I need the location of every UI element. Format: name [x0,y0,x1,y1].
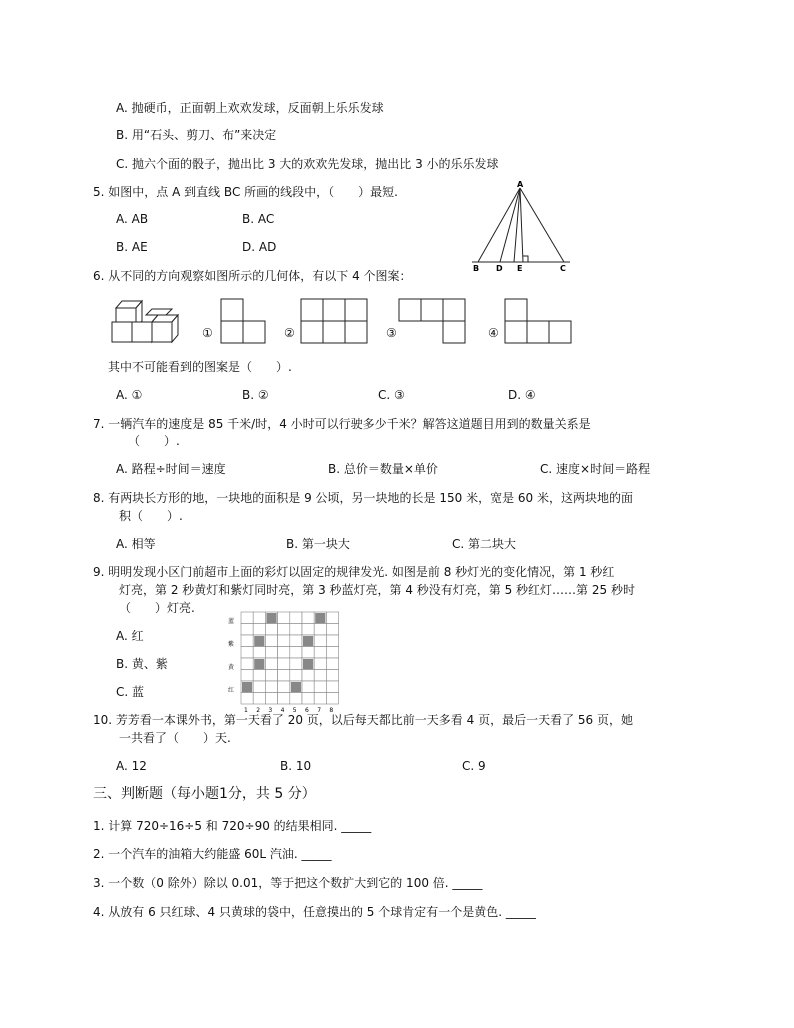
label-c: C [560,264,566,273]
judge-item-1: 1. 计算 720÷16÷5 和 720÷90 的结果相同. _____ [93,819,372,833]
grid-cell [241,647,253,659]
grid-cell [278,670,290,682]
q9-option-a: A. 红 [116,629,144,643]
pattern-mark-3: ③ [386,326,397,340]
grid-cell [265,693,277,705]
q6-stem: 6. 从不同的方向观察如图所示的几何体，有以下 4 个图案： [93,269,412,283]
q5-option-a: A. AB [116,212,149,226]
lit-cell [266,613,276,624]
q4-option-c: C. 抛六个面的骰子，抛出比 3 大的欢欢先发球，抛出比 3 小的乐乐发球 [116,157,499,171]
grid-cell [302,647,314,659]
cube-solid-figure [110,296,185,346]
q9-stem-line2: 灯亮，第 2 秒黄灯和紫灯同时亮，第 3 秒蓝灯亮，第 4 秒没有灯亮，第 5 秒红灯……第 25 秒时 [119,583,635,597]
q10-stem-line1: 10. 芳芳看一本课外书，第一天看了 20 页，以后每天都比前一天多看 4 页，最后一天看了 56 页，她 [93,713,633,727]
grid-col-label: 5 [292,707,297,714]
q5-option-b: B. AC [242,212,275,226]
q7-option-b: B. 总价＝数量×单价 [328,462,438,476]
grid-cell [253,647,265,659]
grid-cell [326,635,338,647]
label-d: D [496,264,503,273]
q8-option-c: C. 第二块大 [452,537,517,551]
q4-option-a: A. 抛硬币，正面朝上欢欢发球，反面朝上乐乐发球 [116,101,384,115]
grid-cell [326,647,338,659]
grid-cell [290,658,302,670]
pattern-1-figure [220,298,270,344]
grid-cell [241,693,253,705]
grid-cell [253,624,265,636]
grid-col-label: 7 [317,707,322,714]
grid-cell [265,658,277,670]
grid-cell [290,612,302,624]
lit-cell [303,659,313,670]
grid-cell [278,612,290,624]
grid-col-label: 2 [256,707,261,714]
q10-option-b: B. 10 [280,759,312,773]
grid-cell [314,693,326,705]
lit-cell [254,636,264,647]
grid-cell [326,658,338,670]
grid-cell [241,658,253,670]
label-b: B [473,264,480,273]
grid-cell [290,635,302,647]
pattern-mark-1: ① [202,326,213,340]
pattern-4-figure [504,298,574,344]
grid-cell [265,681,277,693]
q6-option-a: A. ① [116,388,143,402]
q10-option-a: A. 12 [116,759,147,773]
section-3-title: 三、判断题（每小题1分，共 5 分） [93,786,316,802]
grid-cell [253,681,265,693]
pattern-mark-2: ② [284,326,295,340]
q9-option-b: B. 黄、紫 [116,657,168,671]
grid-cell [314,658,326,670]
q7-option-c: C. 速度×时间＝路程 [540,462,651,476]
q5-option-d: D. AD [242,240,277,254]
judge-item-3: 3. 一个数（0 除外）除以 0.01，等于把这个数扩大到它的 100 倍. _____ [93,876,483,890]
q8-stem-line1: 8. 有两块长方形的地，一块地的面积是 9 公顷，另一块地的长是 150 米，宽是 60 米，这两块地的面 [93,491,633,505]
judge-item-4: 4. 从放有 6 只红球、4 只黄球的袋中，任意摸出的 5 个球肯定有一个是黄色. _____ [93,905,536,919]
q7-stem-line1: 7. 一辆汽车的速度是 85 千米/时，4 小时可以行驶多少千米？解答这道题目用到的数量关系是 [93,417,591,431]
grid-cell [314,624,326,636]
grid-cell [326,612,338,624]
grid-cell [265,635,277,647]
grid-cell [314,670,326,682]
grid-cell [278,647,290,659]
grid-cell [290,670,302,682]
grid-cell [302,624,314,636]
grid-col-label: 6 [305,707,309,714]
pattern-3-figure [398,298,468,344]
lit-cell [303,636,313,647]
q9-stem-line1: 9. 明明发现小区门前超市上面的彩灯以固定的规律发光. 如图是前 8 秒灯光的变化情况，第 1 秒红 [93,565,615,579]
grid-row-label: 蓝 [228,618,235,625]
grid-cell [253,693,265,705]
grid-row-label: 红 [228,687,235,694]
grid-cell [278,693,290,705]
grid-cell [314,635,326,647]
judge-item-2: 2. 一个汽车的油箱大约能盛 60L 汽油. _____ [93,847,332,861]
label-a: A [517,180,524,189]
label-e: E [517,264,523,273]
grid-cell [265,647,277,659]
grid-cell [241,612,253,624]
grid-cell [278,658,290,670]
grid-cell [302,693,314,705]
grid-cell [278,624,290,636]
grid-cell [253,670,265,682]
light-pattern-grid [228,610,343,714]
grid-cell [290,693,302,705]
q8-option-b: B. 第一块大 [286,537,350,551]
grid-cell [265,670,277,682]
lit-cell [291,682,301,693]
q5-option-c: B. AE [116,240,148,254]
q9-option-c: C. 蓝 [116,685,145,699]
q5-stem: 5. 如图中，点 A 到直线 BC 所画的线段中，（ ）最短. [93,185,398,199]
grid-col-label: 3 [268,707,273,714]
lit-cell [242,682,252,693]
grid-cell [302,670,314,682]
grid-col-label: 8 [329,707,334,714]
grid-cell [278,635,290,647]
q4-option-b: B. 用“石头、剪刀、布”来决定 [116,128,277,142]
q7-option-a: A. 路程÷时间＝速度 [116,462,226,476]
q8-stem-line2: 积（ ）. [119,509,183,523]
grid-cell [290,647,302,659]
q6-option-b: B. ② [242,388,269,402]
grid-cell [278,681,290,693]
q7-stem-line2: （ ）. [128,434,180,448]
grid-cell [326,624,338,636]
grid-cell [314,647,326,659]
grid-cell [302,681,314,693]
grid-cell [326,681,338,693]
q6-option-d: D. ④ [508,388,536,402]
grid-cell [326,693,338,705]
grid-row-label: 黄 [228,664,235,671]
grid-cell [290,624,302,636]
lit-cell [315,613,325,624]
grid-cell [241,624,253,636]
grid-cell [241,635,253,647]
grid-col-label: 4 [280,707,285,714]
q10-stem-line2: 一共看了（ ）天. [119,731,231,745]
q9-stem-line3: （ ）灯亮. [119,601,195,615]
pattern-2-figure [300,298,370,344]
grid-cell [326,670,338,682]
lit-cell [254,659,264,670]
q10-option-c: C. 9 [462,759,486,773]
q6-sub-stem: 其中不可能看到的图案是（ ）. [108,360,292,374]
grid-cell [241,670,253,682]
grid-cell [265,624,277,636]
q8-option-a: A. 相等 [116,537,156,551]
grid-col-label: 1 [244,707,248,714]
triangle-figure [470,182,580,277]
pattern-mark-4: ④ [488,326,499,340]
grid-cell [253,612,265,624]
q6-option-c: C. ③ [378,388,405,402]
grid-cell [314,681,326,693]
grid-cell [302,612,314,624]
grid-row-label: 紫 [228,641,235,648]
